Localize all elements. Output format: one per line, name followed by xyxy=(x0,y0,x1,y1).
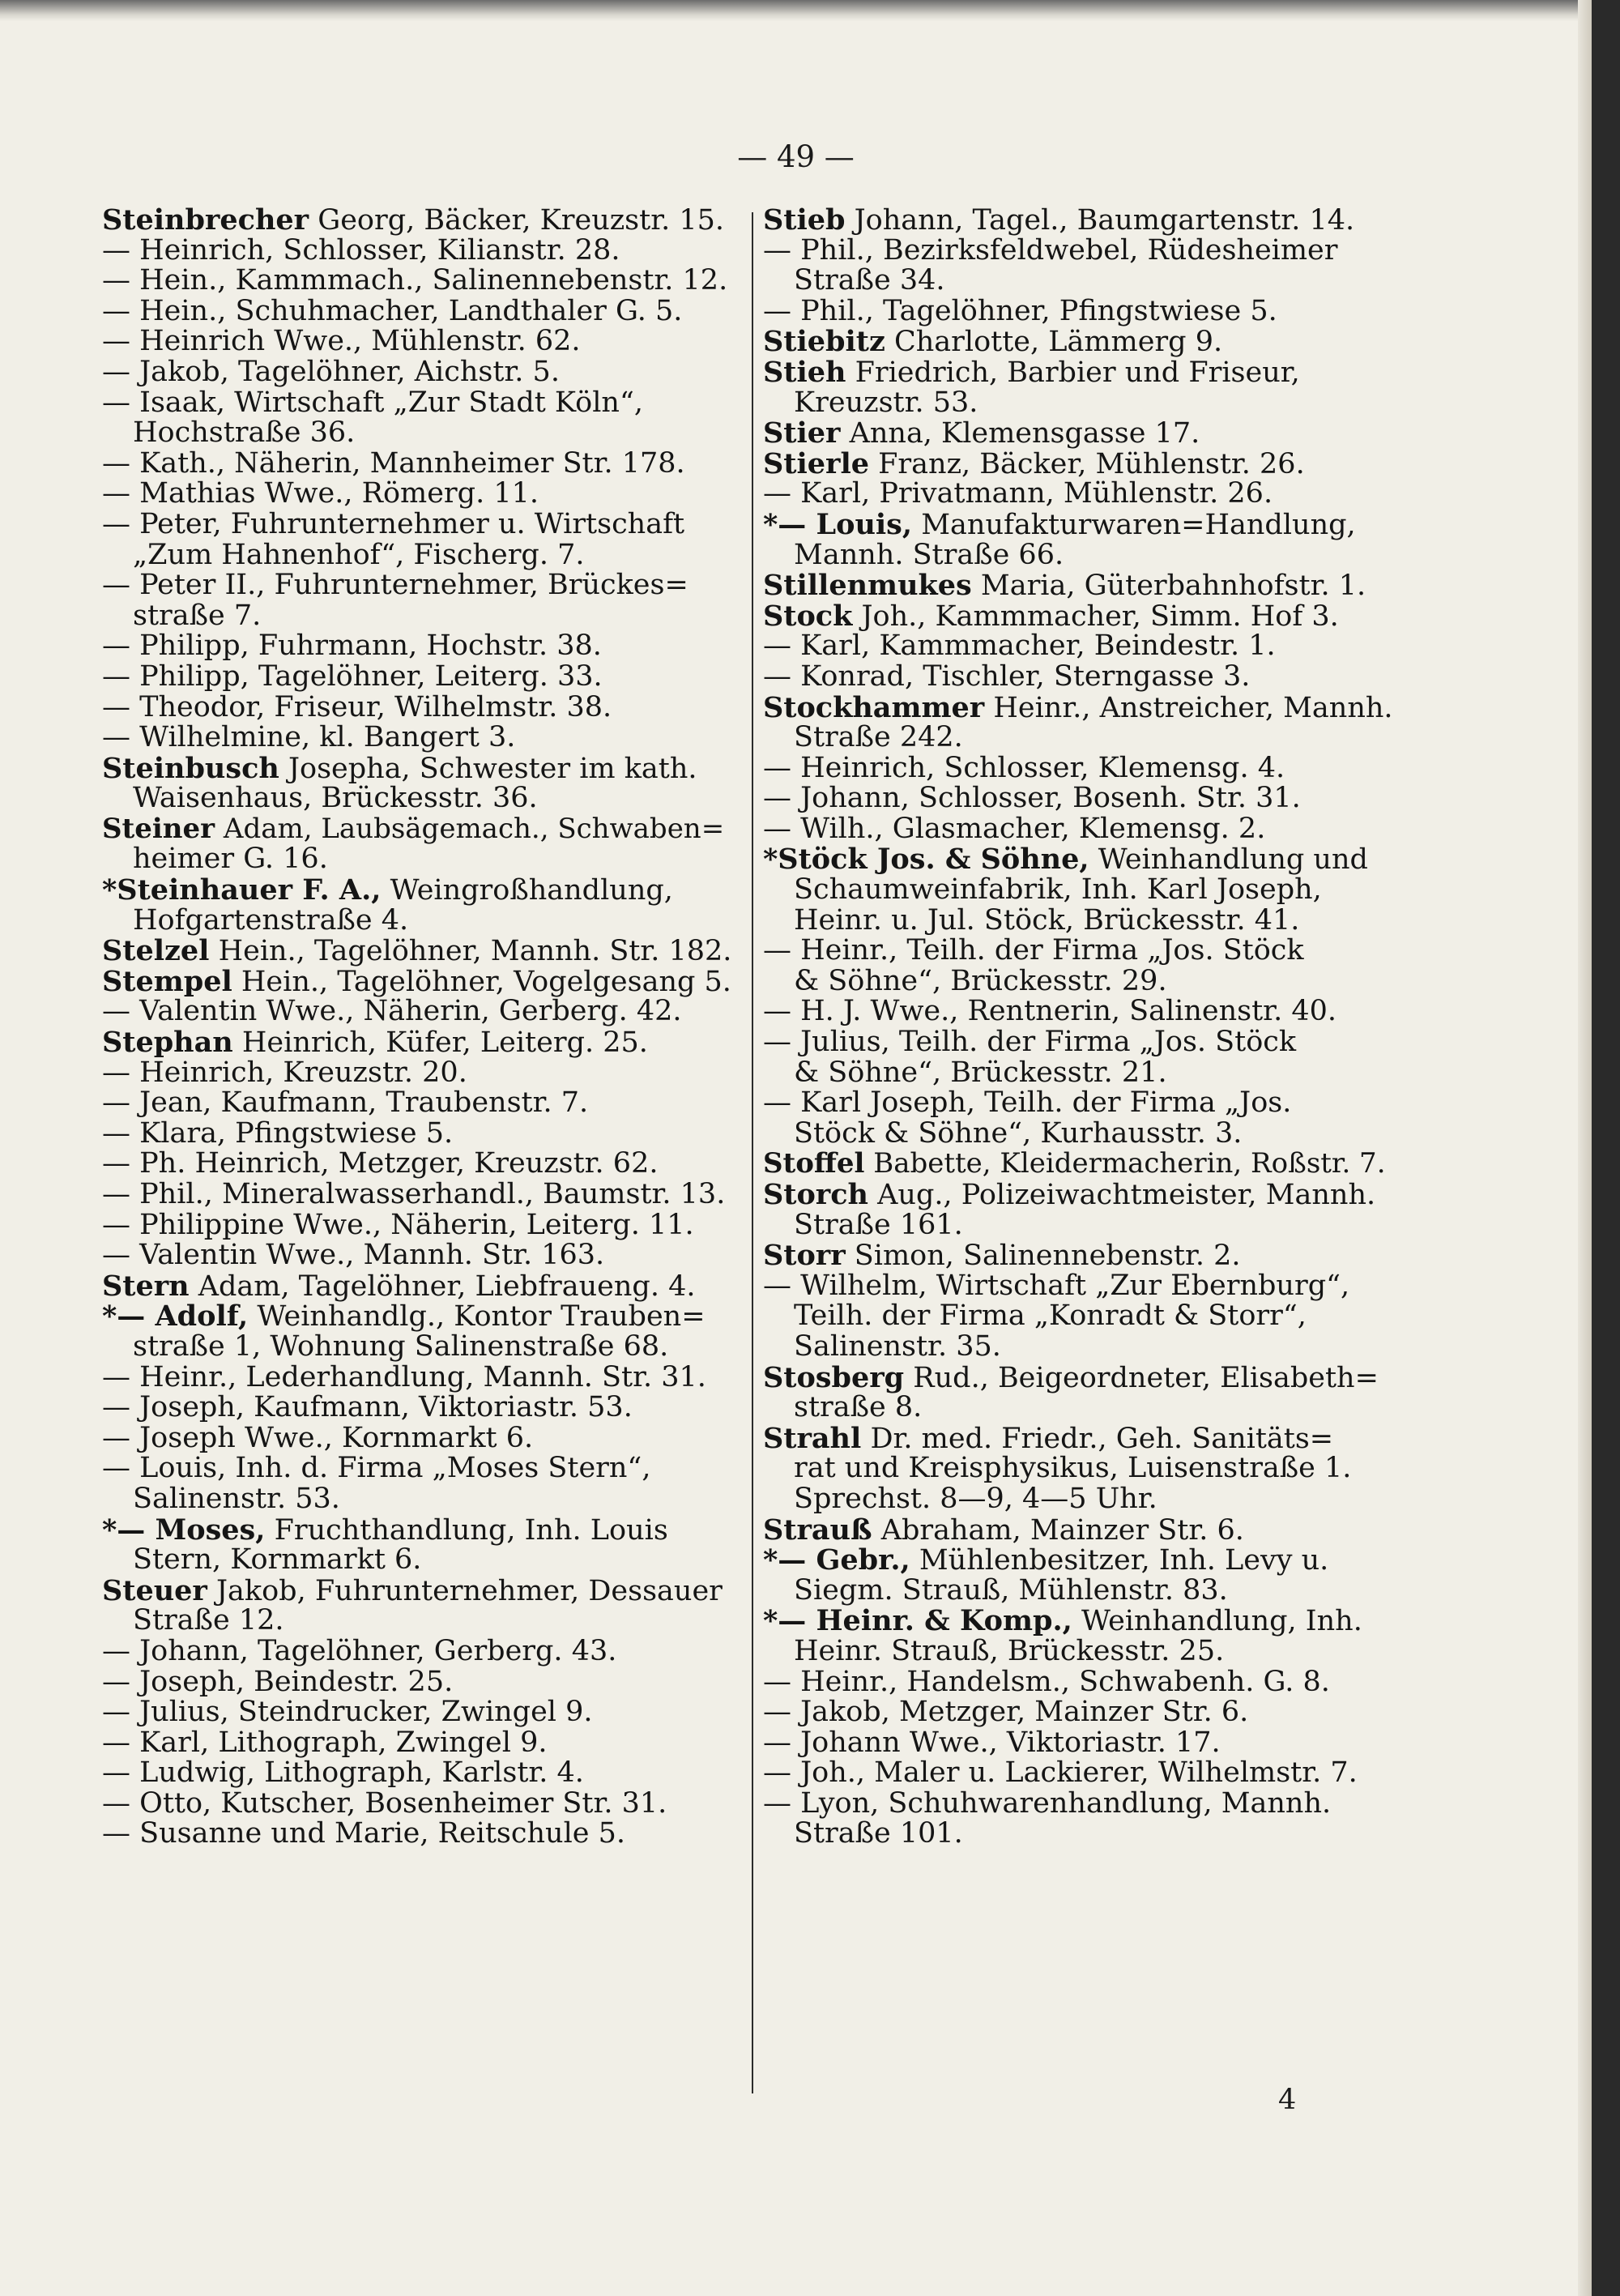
entry-surname: Stiebitz xyxy=(763,325,885,359)
entry-text: straße 7. xyxy=(133,599,262,632)
entry-text: — Heinr., Handelsm., Schwabenh. G. 8. xyxy=(763,1665,1330,1698)
directory-entry-line xyxy=(763,1240,1403,1271)
entry-surname: *Stöck Jos. & Söhne, xyxy=(763,843,1089,877)
entry-text: Heinr. u. Jul. Stöck, Brückesstr. 41. xyxy=(794,903,1300,937)
entry-surname: Steinbrecher xyxy=(102,203,309,237)
entry-text: — Wilh., Glasmacher, Klemensg. 2. xyxy=(763,812,1266,845)
entry-text: — Ludwig, Lithograph, Karlstr. 4. xyxy=(102,1756,584,1790)
directory-entry-line xyxy=(102,783,742,814)
directory-entry-line xyxy=(102,507,742,540)
directory-entry-line xyxy=(102,1360,742,1393)
entry-surname: *— Louis, xyxy=(763,507,913,541)
entry-text: — Heinrich, Schlosser, Kilianstr. 28. xyxy=(102,233,620,267)
entry-text: — Karl Joseph, Teilh. der Firma „Jos. xyxy=(763,1086,1292,1120)
directory-entry-line xyxy=(102,1027,742,1058)
directory-entry-line xyxy=(763,844,1403,875)
entry-surname: Stierle xyxy=(763,446,870,480)
entry-surname: Stier xyxy=(763,416,841,450)
entry-text: Heinr. Strauß, Brückesstr. 25. xyxy=(794,1634,1225,1667)
entry-text: rat und Kreisphysikus, Luisenstraße 1. xyxy=(794,1452,1352,1485)
entry-text: Mühlenbesitzer, Inh. Levy u. xyxy=(910,1544,1329,1577)
directory-entry-line xyxy=(763,1301,1403,1332)
entry-text: — Heinrich, Schlosser, Klemensg. 4. xyxy=(763,751,1285,784)
entry-surname: Stosberg xyxy=(763,1360,905,1394)
directory-entry-line xyxy=(102,357,742,388)
entry-surname: Storr xyxy=(763,1239,846,1273)
column-divider xyxy=(752,212,753,2093)
entry-surname: *— Moses, xyxy=(102,1513,266,1547)
directory-entry-line xyxy=(763,266,1403,297)
entry-text: Abraham, Mainzer Str. 6. xyxy=(872,1513,1244,1547)
right-column xyxy=(763,205,1403,1850)
directory-entry-line xyxy=(763,631,1403,662)
directory-entry-line xyxy=(763,1515,1403,1546)
entry-surname: Stieb xyxy=(763,203,846,237)
entry-text: straße 1, Wohnung Salinenstraße 68. xyxy=(133,1329,669,1363)
directory-entry-line xyxy=(102,570,742,601)
entry-text: Weinhandlung, Inh. xyxy=(1072,1605,1362,1638)
entry-text: Heinrich, Küfer, Leiterg. 25. xyxy=(232,1026,648,1060)
directory-entry-line xyxy=(102,205,742,236)
directory-entry-line xyxy=(763,1058,1403,1089)
entry-text: — Isaak, Wirtschaft „Zur Stadt Köln“, xyxy=(102,386,643,419)
entry-text: — Philipp, Tagelöhner, Leiterg. 33. xyxy=(102,659,603,693)
entry-text: — Lyon, Schuhwarenhandlung, Mannh. xyxy=(763,1786,1332,1820)
directory-entry-line xyxy=(763,1180,1403,1210)
directory-entry-line xyxy=(763,601,1403,632)
directory-entry-line xyxy=(102,996,742,1027)
entry-text: Jakob, Fuhrunternehmer, Dessauer xyxy=(207,1574,723,1607)
entry-text: — Johann Wwe., Viktoriastr. 17. xyxy=(763,1726,1221,1759)
entry-text: Joh., Kammmacher, Simm. Hof 3. xyxy=(852,600,1339,633)
directory-entry-line xyxy=(763,659,1403,693)
entry-text: — Joseph, Kaufmann, Viktoriastr. 53. xyxy=(102,1391,633,1424)
entry-text: Straße 242. xyxy=(794,721,963,754)
entry-surname: Stockhammer xyxy=(763,690,985,724)
directory-entry-line xyxy=(102,1301,742,1332)
directory-entry-line xyxy=(763,388,1403,419)
entry-surname: *— Heinr. & Komp., xyxy=(763,1604,1072,1638)
entry-surname: Strahl xyxy=(763,1421,862,1455)
entry-text: — Peter II., Fuhrunternehmer, Brückes= xyxy=(102,569,688,602)
entry-text: — Otto, Kutscher, Bosenheimer Str. 31. xyxy=(102,1786,667,1820)
entry-text: Georg, Bäcker, Kreuzstr. 15. xyxy=(309,204,725,237)
entry-text: — Valentin Wwe., Näherin, Gerberg. 42. xyxy=(102,995,682,1028)
directory-entry-line xyxy=(763,1329,1403,1363)
entry-text: heimer G. 16. xyxy=(133,843,328,876)
directory-entry-line xyxy=(102,1573,742,1607)
entry-text: Weinhandlg., Kontor Trauben= xyxy=(248,1300,706,1334)
directory-entry-line xyxy=(102,388,742,419)
entry-text: Teilh. der Firma „Konradt & Storr“, xyxy=(794,1300,1307,1333)
directory-entry-line xyxy=(102,418,742,449)
entry-text: — Jakob, Tagelöhner, Aichstr. 5. xyxy=(102,355,560,388)
directory-entry-line xyxy=(102,1116,742,1150)
directory-entry-line xyxy=(763,326,1403,357)
entry-surname: Stieh xyxy=(763,355,846,389)
directory-entry-line xyxy=(102,1515,742,1546)
directory-entry-line xyxy=(763,294,1403,327)
directory-entry-line xyxy=(102,1606,742,1637)
entry-text: — Theodor, Friseur, Wilhelmstr. 38. xyxy=(102,690,612,723)
directory-entry-line xyxy=(763,1271,1403,1302)
entry-text: — Jean, Kaufmann, Traubenstr. 7. xyxy=(102,1086,589,1120)
entry-text: Franz, Bäcker, Mühlenstr. 26. xyxy=(869,447,1305,480)
entry-text: — Wilhelmine, kl. Bangert 3. xyxy=(102,721,516,754)
directory-entry-line xyxy=(102,723,742,753)
entry-text: straße 8. xyxy=(794,1391,923,1424)
directory-entry-line xyxy=(102,1271,742,1302)
directory-entry-line xyxy=(102,1728,742,1759)
entry-text: Hein., Tagelöhner, Mannh. Str. 182. xyxy=(209,935,732,968)
directory-entry-line xyxy=(102,1180,742,1210)
entry-text: Fruchthandlung, Inh. Louis xyxy=(265,1513,668,1547)
directory-entry-line xyxy=(763,1423,1403,1454)
directory-entry-line xyxy=(102,479,742,510)
directory-entry-line xyxy=(102,631,742,662)
directory-entry-line xyxy=(102,814,742,845)
directory-entry-line xyxy=(763,1545,1403,1576)
directory-entry-line xyxy=(763,1819,1403,1850)
directory-entry-line xyxy=(102,1058,742,1089)
entry-text: — Heinr., Lederhandlung, Mannh. Str. 31. xyxy=(102,1360,706,1393)
entry-surname: Steinbusch xyxy=(102,751,279,785)
directory-entry-line xyxy=(102,1697,742,1728)
entry-text: — Julius, Steindrucker, Zwingel 9. xyxy=(102,1696,593,1729)
entry-text: — Karl, Lithograph, Zwingel 9. xyxy=(102,1726,548,1759)
entry-text: Salinenstr. 35. xyxy=(794,1329,1001,1363)
entry-text: „Zum Hahnenhof“, Fischerg. 7. xyxy=(133,538,585,571)
entry-text: — Heinrich Wwe., Mühlenstr. 62. xyxy=(102,325,581,358)
directory-entry-line xyxy=(763,1453,1403,1484)
entry-text: Sprechst. 8—9, 4—5 Uhr. xyxy=(794,1482,1157,1515)
directory-entry-line xyxy=(763,205,1403,236)
entry-text: — Johann, Schlosser, Bosenh. Str. 31. xyxy=(763,782,1301,815)
entry-text: Manufakturwaren=Handlung, xyxy=(912,508,1356,541)
directory-entry-line xyxy=(102,964,742,998)
entry-text: — Hein., Schuhmacher, Landthaler G. 5. xyxy=(102,294,683,327)
page-edge xyxy=(1578,0,1592,2296)
entry-text: — Philipp, Fuhrmann, Hochstr. 38. xyxy=(102,629,602,663)
directory-entry-line xyxy=(102,1423,742,1454)
entry-text: — Julius, Teilh. der Firma „Jos. Stöck xyxy=(763,1026,1297,1059)
directory-entry-line xyxy=(763,1728,1403,1759)
directory-entry-line xyxy=(763,1393,1403,1423)
directory-entry-line xyxy=(102,1758,742,1789)
entry-surname: Stock xyxy=(763,599,853,633)
entry-surname: Stephan xyxy=(102,1026,233,1060)
entry-surname: Stern xyxy=(102,1269,190,1303)
directory-entry-line xyxy=(763,1088,1403,1119)
directory-entry-line xyxy=(102,326,742,357)
directory-entry-line xyxy=(763,1360,1403,1394)
directory-entry-line xyxy=(102,875,742,906)
directory-entry-line xyxy=(102,1240,742,1271)
directory-entry-line xyxy=(102,659,742,693)
directory-entry-line xyxy=(763,1210,1403,1241)
entry-text: Mannh. Straße 66. xyxy=(794,538,1064,571)
entry-text: Friedrich, Barbier und Friseur, xyxy=(846,356,1300,389)
directory-entry-line xyxy=(763,1484,1403,1515)
directory-entry-line xyxy=(102,1484,742,1515)
entry-text: Maria, Güterbahnhofstr. 1. xyxy=(971,570,1366,603)
entry-text: Adam, Tagelöhner, Liebfraueng. 4. xyxy=(189,1270,696,1303)
entry-text: — Susanne und Marie, Reitschule 5. xyxy=(102,1817,625,1850)
directory-entry-line xyxy=(763,479,1403,510)
entry-text: Stern, Kornmarkt 6. xyxy=(133,1543,422,1577)
directory-entry-line xyxy=(763,233,1403,267)
entry-text: Johann, Tagel., Baumgartenstr. 14. xyxy=(845,204,1355,237)
directory-entry-line xyxy=(763,570,1403,601)
directory-entry-line xyxy=(763,446,1403,480)
entry-text: — Kath., Näherin, Mannheimer Str. 178. xyxy=(102,446,685,480)
entry-text: — Klara, Pfingstwiese 5. xyxy=(102,1116,454,1150)
entry-text: — Phil., Bezirksfeldwebel, Rüdesheimer xyxy=(763,233,1338,267)
entry-text: Josepha, Schwester im kath. xyxy=(279,752,697,785)
directory-entry-line xyxy=(102,1149,742,1180)
directory-entry-line xyxy=(763,964,1403,997)
entry-text: Straße 101. xyxy=(794,1817,963,1850)
entry-text: Charlotte, Lämmerg 9. xyxy=(885,326,1223,359)
directory-entry-line xyxy=(102,1210,742,1241)
entry-text: Weinhandlung und xyxy=(1089,843,1368,877)
directory-entry-line xyxy=(102,266,742,297)
entry-text: — Joh., Maler u. Lackierer, Wilhelmstr. 7. xyxy=(763,1756,1358,1790)
entry-text: — Valentin Wwe., Mannh. Str. 163. xyxy=(102,1239,605,1272)
entry-text: Schaumweinfabrik, Inh. Karl Joseph, xyxy=(794,873,1322,907)
directory-entry-line xyxy=(102,690,742,723)
entry-surname: *Steinhauer F. A., xyxy=(102,873,382,907)
entry-text: Straße 12. xyxy=(133,1604,284,1637)
entry-text: — Mathias Wwe., Römerg. 11. xyxy=(102,477,539,510)
entry-text: Hein., Tagelöhner, Vogelgesang 5. xyxy=(232,965,731,998)
entry-surname: Stelzel xyxy=(102,934,210,968)
entry-text: — Karl, Kammmacher, Beindestr. 1. xyxy=(763,629,1276,663)
directory-entry-line xyxy=(763,723,1403,753)
directory-entry-line xyxy=(102,844,742,875)
entry-text: Hochstraße 36. xyxy=(133,416,356,450)
directory-entry-line xyxy=(763,357,1403,388)
directory-entry-line xyxy=(102,294,742,327)
directory-entry-line xyxy=(763,936,1403,967)
entry-text: Hofgartenstraße 4. xyxy=(133,903,409,937)
directory-entry-line xyxy=(763,783,1403,814)
entry-text: — Peter, Fuhrunternehmer u. Wirtschaft xyxy=(102,507,685,540)
entry-surname: *— Gebr., xyxy=(763,1543,910,1577)
entry-text: Straße 34. xyxy=(794,264,945,297)
directory-entry-line xyxy=(102,753,742,784)
entry-surname: Strauß xyxy=(763,1513,872,1547)
directory-entry-line xyxy=(763,1667,1403,1698)
entry-text: — Heinr., Teilh. der Firma „Jos. Stöck xyxy=(763,934,1304,967)
directory-entry-line xyxy=(102,601,742,632)
directory-entry-line xyxy=(763,1786,1403,1820)
entry-text: Kreuzstr. 53. xyxy=(794,386,978,419)
directory-entry-line xyxy=(102,1329,742,1363)
entry-text: — Hein., Kammmach., Salinennebenstr. 12. xyxy=(102,264,728,297)
entry-surname: Stempel xyxy=(102,964,232,998)
entry-text: Siegm. Strauß, Mühlenstr. 83. xyxy=(794,1573,1228,1607)
entry-text: — Johann, Tagelöhner, Gerberg. 43. xyxy=(102,1634,617,1667)
directory-entry-line xyxy=(102,1634,742,1667)
entry-surname: Storch xyxy=(763,1178,868,1211)
entry-text: — Konrad, Tischler, Sterngasse 3. xyxy=(763,659,1251,693)
entry-text: Simon, Salinennebenstr. 2. xyxy=(845,1240,1241,1273)
entry-surname: Steuer xyxy=(102,1573,207,1607)
entry-text: — Joseph, Beindestr. 25. xyxy=(102,1665,454,1698)
entry-text: Babette, Kleidermacherin, Roßstr. 7. xyxy=(864,1147,1386,1180)
directory-entry-line xyxy=(763,1573,1403,1607)
page-number: — 49 — xyxy=(737,139,855,174)
directory-entry-line xyxy=(763,418,1403,449)
entry-text: Anna, Klemensgasse 17. xyxy=(840,417,1200,450)
entry-text: & Söhne“, Brückesstr. 21. xyxy=(794,1056,1167,1089)
directory-entry-line xyxy=(102,540,742,571)
entry-text: — Louis, Inh. d. Firma „Moses Stern“, xyxy=(102,1452,651,1485)
directory-entry-line xyxy=(102,233,742,267)
entry-text: Aug., Polizeiwachtmeister, Mannh. xyxy=(868,1179,1376,1211)
directory-entry-line xyxy=(763,1606,1403,1637)
directory-entry-line xyxy=(102,1786,742,1820)
entry-text: Rud., Beigeordneter, Elisabeth= xyxy=(904,1361,1379,1394)
signature-mark: 4 xyxy=(1278,2084,1297,2116)
directory-entry-line xyxy=(102,1819,742,1850)
directory-entry-line xyxy=(763,875,1403,906)
directory-entry-line xyxy=(763,903,1403,937)
directory-entry-line xyxy=(102,446,742,480)
entry-text: Waisenhaus, Brückesstr. 36. xyxy=(133,782,538,815)
entry-text: & Söhne“, Brückesstr. 29. xyxy=(794,964,1167,997)
entry-text: Heinr., Anstreicher, Mannh. xyxy=(984,691,1393,724)
directory-entry-line xyxy=(763,1758,1403,1789)
directory-entry-line xyxy=(763,1697,1403,1728)
entry-text: — Heinrich, Kreuzstr. 20. xyxy=(102,1056,467,1089)
directory-entry-line xyxy=(763,753,1403,784)
entry-surname: Steiner xyxy=(102,812,215,845)
entry-text: Dr. med. Friedr., Geh. Sanitäts= xyxy=(861,1422,1334,1455)
entry-surname: Stoffel xyxy=(763,1147,865,1180)
entry-text: — Phil., Tagelöhner, Pfingstwiese 5. xyxy=(763,294,1277,327)
entry-surname: *— Adolf, xyxy=(102,1300,249,1334)
directory-entry-line xyxy=(763,507,1403,541)
directory-entry-line xyxy=(102,1453,742,1484)
entry-text: Weingroßhandlung, xyxy=(381,874,673,907)
left-column xyxy=(102,205,742,1850)
page-top-shadow xyxy=(0,0,1592,21)
entry-surname: Stillenmukes xyxy=(763,569,972,603)
directory-entry-line xyxy=(102,936,742,967)
entry-text: Adam, Laubsägemach., Schwaben= xyxy=(215,812,725,845)
entry-text: — Joseph Wwe., Kornmarkt 6. xyxy=(102,1421,534,1454)
directory-entry-line xyxy=(102,1545,742,1576)
directory-entry-line xyxy=(763,1634,1403,1667)
entry-text: Stöck & Söhne“, Kurhausstr. 3. xyxy=(794,1116,1243,1150)
directory-entry-line xyxy=(102,903,742,937)
directory-entry-line xyxy=(763,690,1403,724)
directory-entry-line xyxy=(102,1393,742,1423)
entry-text: — Wilhelm, Wirtschaft „Zur Ebernburg“, xyxy=(763,1269,1350,1302)
directory-entry-line xyxy=(763,1149,1403,1180)
directory-entry-line xyxy=(763,540,1403,571)
directory-entry-line xyxy=(102,1088,742,1119)
directory-entry-line xyxy=(763,1116,1403,1150)
entry-text: — Jakob, Metzger, Mainzer Str. 6. xyxy=(763,1696,1249,1729)
entry-text: Straße 161. xyxy=(794,1208,963,1241)
directory-entry-line xyxy=(763,996,1403,1027)
entry-text: Salinenstr. 53. xyxy=(133,1482,340,1515)
entry-text: — Karl, Privatmann, Mühlenstr. 26. xyxy=(763,477,1273,510)
entry-text: — H. J. Wwe., Rentnerin, Salinenstr. 40. xyxy=(763,995,1336,1028)
directory-entry-line xyxy=(102,1667,742,1698)
directory-entry-line xyxy=(763,814,1403,845)
directory-entry-line xyxy=(763,1027,1403,1058)
entry-text: — Phil., Mineralwasserhandl., Baumstr. 13. xyxy=(102,1178,726,1210)
entry-text: — Philippine Wwe., Näherin, Leiterg. 11. xyxy=(102,1208,694,1241)
entry-text: — Ph. Heinrich, Metzger, Kreuzstr. 62. xyxy=(102,1147,659,1180)
